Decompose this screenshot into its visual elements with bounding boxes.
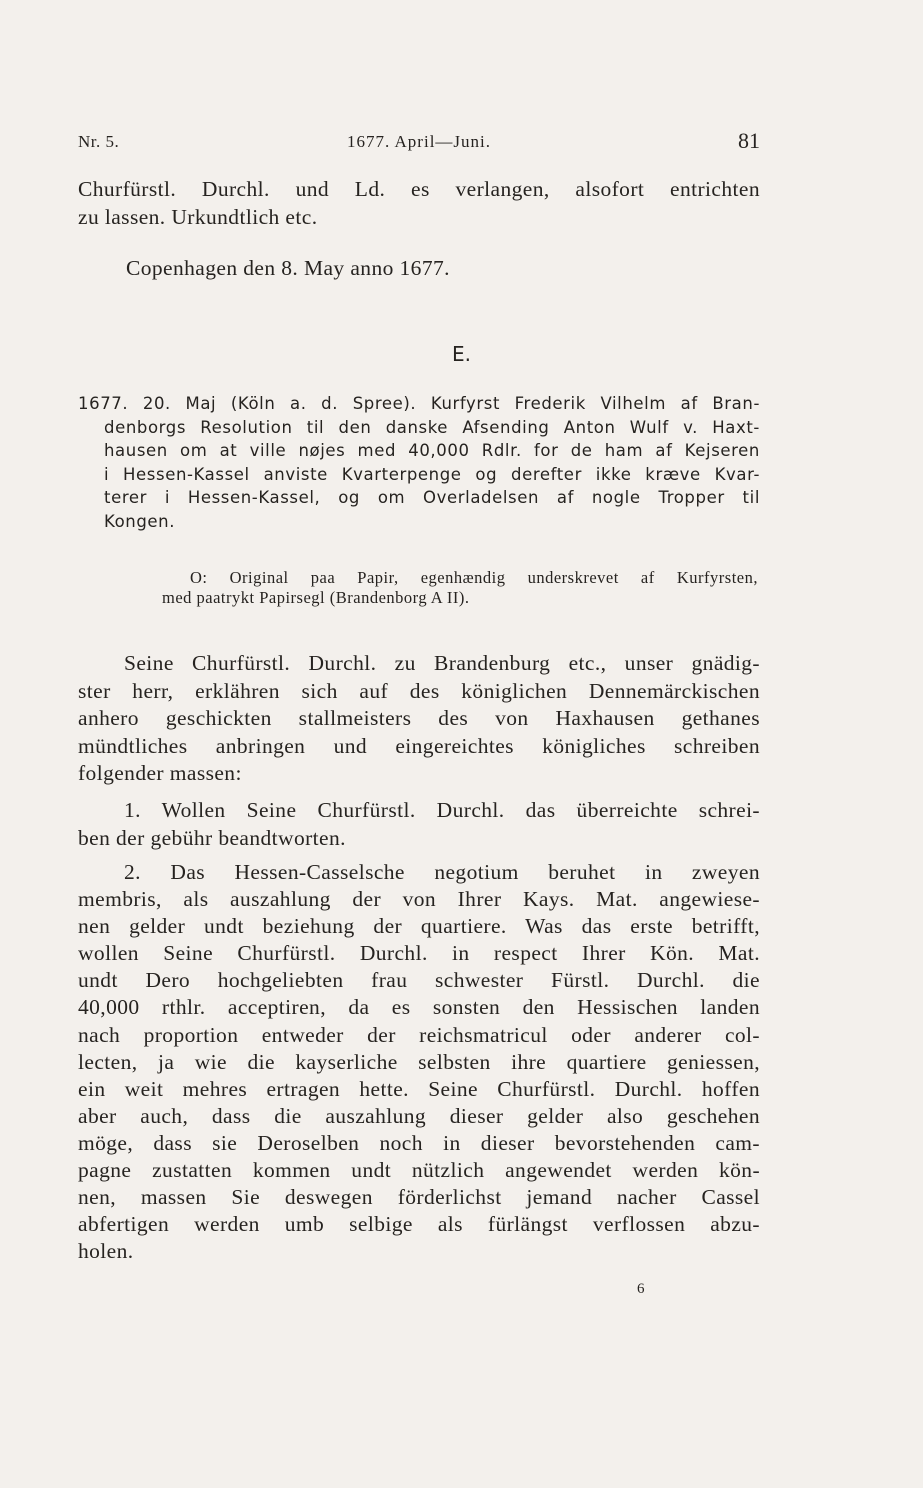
- summary-line: denborgs Resolution til den danske Afsending Anton Wulf v. Haxt-: [104, 417, 760, 437]
- text-line: aber auch, dass die auszahlung dieser gelder also geschehen: [78, 1103, 760, 1128]
- section-letter: E.: [452, 342, 471, 366]
- text-line: undt Dero hochgeliebten frau schwester Fürstl. Durchl. die: [78, 968, 760, 993]
- source-line: med paatrykt Papirsegl (Brandenborg A II).: [162, 588, 470, 607]
- issue-number: Nr. 5.: [78, 132, 120, 151]
- text-line: ein weit mehres ertragen hette. Seine Churfürstl. Durchl. hoffen: [78, 1076, 760, 1101]
- summary-line: 1677. 20. Maj (Köln a. d. Spree). Kurfyrst Frederik Vilhelm af Bran-: [78, 394, 760, 413]
- document-summary: [78, 392, 760, 533]
- text-line: ben der gebühr beandtworten.: [78, 825, 346, 850]
- text-line: nen gelder undt beziehung der quartiere. Was das erste betrifft,: [78, 914, 760, 939]
- text-line: 2. Das Hessen-Casselsche negotium beruhet in zweyen: [124, 860, 760, 884]
- text-line: holen.: [78, 1239, 134, 1264]
- text-line: ster herr, erklähren sich auf des königlichen Dennemärckischen: [78, 678, 760, 703]
- text-line: 1. Wollen Seine Churfürstl. Durchl. das überreichte schrei-: [124, 798, 760, 822]
- summary-line: hausen om at ville nøjes med 40,000 Rdlr. for de ham af Kejseren: [104, 441, 760, 460]
- summary-line: Kongen.: [104, 511, 176, 531]
- text-line: lecten, ja wie die kayserliche selbsten ihre quartiere geniessen,: [78, 1049, 760, 1074]
- dateline: [126, 255, 726, 283]
- text-line: Seine Churfürstl. Durchl. zu Brandenburg etc., unser gnädig-: [124, 651, 760, 675]
- point-one: [78, 797, 760, 852]
- summary-line: terer i Hessen-Kassel, og om Overladelsen af nogle Tropper til: [104, 488, 760, 507]
- text-line: nen, massen Sie deswegen förderlichst jemand nacher Cassel: [78, 1185, 760, 1210]
- text-line: membris, als auszahlung der von Ihrer Kays. Mat. angewiese-: [78, 887, 760, 912]
- signature-mark: 6: [637, 1281, 645, 1297]
- summary-line: i Hessen-Kassel anviste Kvarterpenge og derefter ikke kræve Kvar-: [104, 464, 760, 484]
- header-date-range: 1677. April—Juni.: [346, 132, 492, 151]
- text-line: mündtliches anbringen und eingereichtes königliches schreiben: [78, 733, 760, 758]
- running-header: [78, 130, 760, 160]
- text-line: 40,000 rthlr. acceptiren, da es sonsten den Hessischen landen: [78, 995, 760, 1020]
- point-two: [78, 859, 760, 1265]
- text-line: möge, dass sie Deroselben noch in dieser bevorstehenden cam-: [78, 1130, 760, 1155]
- text-line: anhero geschickten stallmeisters des von Haxhausen gethanes: [78, 706, 760, 730]
- text-line: nach proportion entweder der reichsmatricul oder anderer col-: [78, 1022, 760, 1047]
- source-note: [162, 568, 758, 608]
- resolution-paragraph: [78, 650, 760, 788]
- text-line: Churfürstl. Durchl. und Ld. es verlangen, alsofort entrichten: [78, 177, 760, 201]
- page-number: 81: [738, 128, 760, 153]
- text-line: zu lassen. Urkundtlich etc.: [78, 204, 318, 229]
- intro-paragraph: [78, 176, 760, 231]
- text-line: pagne zustatten kommen undt nützlich angewendet werden kön-: [78, 1158, 760, 1183]
- text-line: folgender massen:: [78, 761, 242, 785]
- text-line: abfertigen werden umb selbige als fürlängst verflossen abzu-: [78, 1212, 760, 1237]
- dateline-text: Copenhagen den 8. May anno 1677.: [126, 256, 450, 280]
- source-line: O: Original paa Papir, egenhændig underskrevet af Kurfyrsten,: [190, 568, 758, 587]
- text-line: wollen Seine Churfürstl. Durchl. in respect Ihrer Kön. Mat.: [78, 941, 760, 966]
